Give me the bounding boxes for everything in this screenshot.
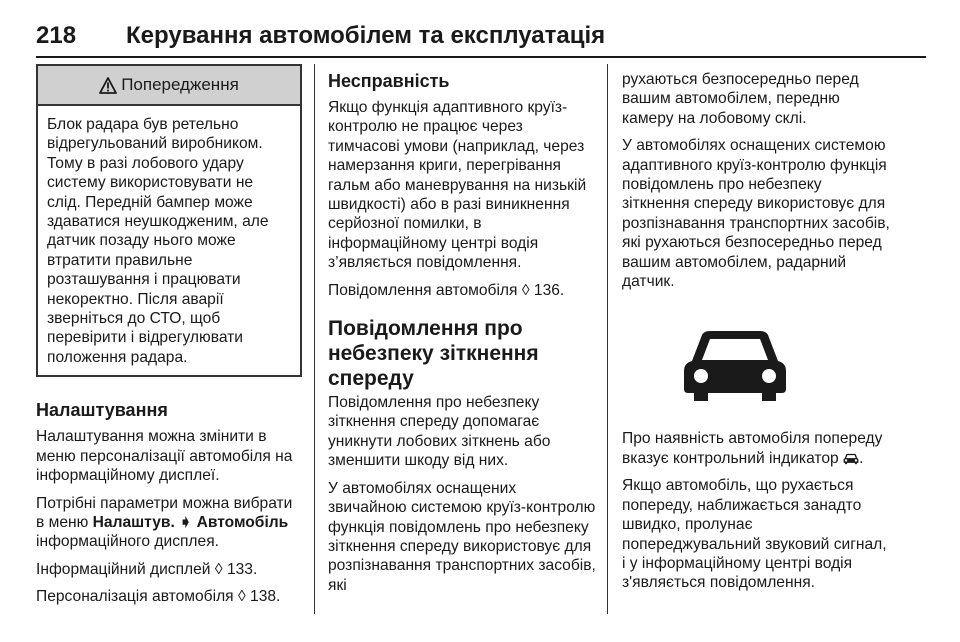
settings-heading: Налаштування	[36, 400, 168, 421]
cross-reference-personalization[interactable]	[36, 587, 302, 606]
column-3	[622, 70, 892, 601]
collision-paragraph-4: У автомобілях оснащених системою адаптивного круїз-контролю функція повідомлень про небезпеку зіткнення спереду використовує для розпізнавання транспортних засобів, які рухаються безпосередньо перед вашим автомобілем, радарний датчик.	[622, 137, 890, 291]
settings-paragraph-1: Налаштування можна змінити в меню персоналізації автомобіля на інформаційному дисплеї.	[36, 428, 293, 485]
collision-paragraph-1: Повідомлення про небезпеку зіткнення спереду допомагає уникнути лобових зіткнень або зменшити шкоду від них.	[328, 394, 551, 470]
column-1	[36, 64, 302, 615]
warning-title: Попередження	[121, 75, 239, 95]
text-run: Потрібні параметри можна вибрати в меню	[36, 494, 293, 531]
column-divider-1	[314, 64, 315, 614]
cross-reference-info-display[interactable]	[36, 560, 302, 579]
warning-triangle-icon	[99, 77, 117, 94]
menu-name-vehicle: Автомобіль	[196, 513, 289, 531]
reference-page: 136.	[533, 281, 565, 299]
running-title: Керування автомобілем та експлуатація	[126, 22, 606, 49]
settings-paragraph-2	[36, 494, 302, 552]
collision-paragraph-5: Якщо автомобіль, що рухається попереду, наближається занадто швидко, пролунає попереджувальний звуковий сигнал, і у інформаційному центрі водія з'являється повідомлення.	[622, 477, 887, 592]
reference-text: Персоналізація автомобіля	[36, 588, 234, 606]
cross-reference-vehicle-messages[interactable]	[328, 281, 598, 300]
reference-page: 133.	[226, 560, 258, 578]
collision-paragraph-3: рухаються безпосередньо перед вашим автомобілем, передню камеру на лобовому склі.	[622, 71, 859, 127]
header-rule	[36, 56, 926, 58]
vehicle-ahead-indicator-icon	[843, 453, 859, 465]
malfunction-paragraph: Якщо функція адаптивного круїз-контролю не працює через тимчасові умови (наприклад, через намерзання криги, перегрівання гальм або маневрування на низькій швидкості) або в разі виникнення серйозної помилки, в інформаційному центрі водія з’являється повідомлення.	[328, 99, 587, 272]
collision-paragraph-2: У автомобілях оснащених звичайною системою круїз-контролю функція повідомлень про небезпеку зіткнення спереду використовує для розпізнавання транспортних засобів, які	[328, 479, 596, 594]
section-title: Повідомлення про небезпеку зіткнення спереду	[328, 317, 539, 391]
malfunction-heading: Несправність	[328, 71, 450, 91]
column-divider-2	[607, 64, 608, 614]
reference-text: Інформаційний дисплей	[36, 560, 211, 578]
page-reference-icon: ◊	[214, 560, 223, 578]
page-reference-icon: ◊	[521, 281, 530, 299]
text-run: .	[859, 449, 864, 467]
warning-box	[36, 64, 302, 377]
text-run: Про наявність автомобіля попереду вказує контрольний індикатор	[622, 430, 883, 467]
reference-page: 138.	[250, 588, 281, 606]
warning-text: Блок радара був ретельно відрегульований виробником. Тому в разі лобового удару систему використовувати не слід. Передній бампер може здаватися неушкодженим, але датчик позаду нього може втратити правильне розташування і працювати некоректно. Після аварії зверніться до СТО, щоб перевірити і відрегулювати положення радара.	[47, 116, 269, 366]
menu-name-settings: Налаштув.	[92, 513, 175, 531]
column-2	[328, 70, 598, 603]
menu-arrow-icon: ➧	[179, 513, 193, 531]
text-run: інформаційного дисплея.	[36, 533, 219, 551]
reference-text: Повідомлення автомобіля	[328, 281, 518, 299]
page-reference-icon: ◊	[237, 588, 246, 606]
indicator-paragraph	[622, 429, 892, 468]
car-front-icon	[680, 329, 790, 403]
page-number: 218	[36, 22, 77, 49]
warning-header	[38, 66, 300, 106]
